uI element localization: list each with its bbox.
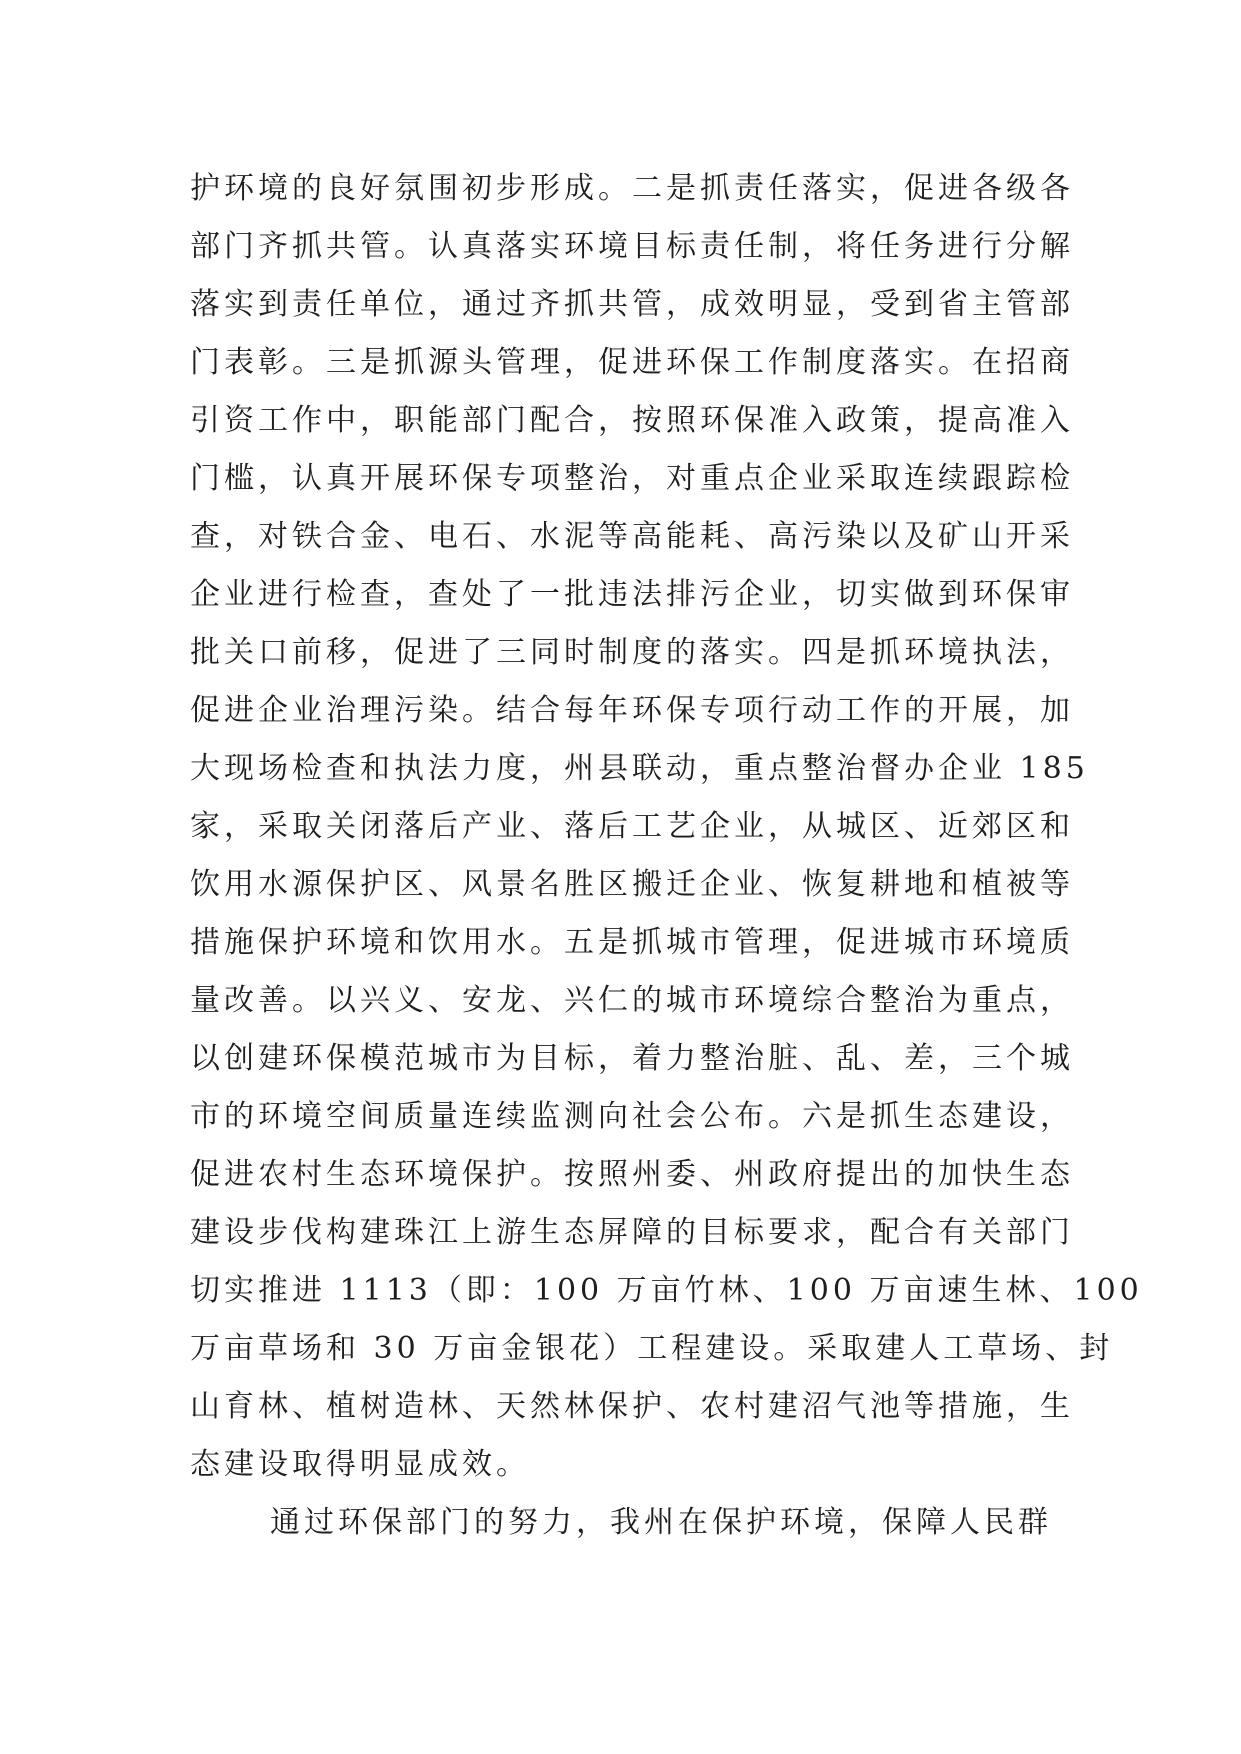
text-line: 饮用水源保护区、风景名胜区搬迁企业、恢复耕地和植被等 [190,867,1074,902]
text-line: 切实推进 1113（即：100 万亩竹林、100 万亩速生林、100 [190,1273,1143,1308]
text-line: 态建设取得明显成效。 [190,1447,530,1482]
text-line: 山育林、植树造林、天然林保护、农村建沼气池等措施，生 [190,1389,1074,1424]
text-line: 大现场检查和执法力度，州县联动，重点整治督办企业 185 [190,751,1089,786]
paragraph-first-line: 通过环保部门的努力，我州在保护环境，保障人民群 [270,1505,1052,1540]
body-text [190,160,1143,1552]
text-line: 万亩草场和 30 万亩金银花）工程建设。采取建人工草场、封 [190,1331,1114,1366]
text-line: 门槛，认真开展环保专项整治，对重点企业采取连续跟踪检 [190,461,1074,496]
text-line: 引资工作中，职能部门配合，按照环保准入政策，提高准入 [190,403,1074,438]
text-line: 企业进行检查，查处了一批违法排污企业，切实做到环保审 [190,577,1074,612]
text-line: 促进企业治理污染。结合每年环保专项行动工作的开展，加 [190,693,1074,728]
text-line: 批关口前移，促进了三同时制度的落实。四是抓环境执法， [190,635,1074,670]
text-line: 查，对铁合金、电石、水泥等高能耗、高污染以及矿山开采 [190,519,1074,554]
text-line: 建设步伐构建珠江上游生态屏障的目标要求，配合有关部门 [190,1215,1074,1250]
text-line: 促进农村生态环境保护。按照州委、州政府提出的加快生态 [190,1157,1074,1192]
text-line: 以创建环保模范城市为目标，着力整治脏、乱、差，三个城 [190,1041,1074,1076]
text-line: 部门齐抓共管。认真落实环境目标责任制，将任务进行分解 [190,229,1074,264]
text-line: 家，采取关闭落后产业、落后工艺企业，从城区、近郊区和 [190,809,1074,844]
text-line: 措施保护环境和饮用水。五是抓城市管理，促进城市环境质 [190,925,1074,960]
text-line: 市的环境空间质量连续监测向社会公布。六是抓生态建设， [190,1099,1074,1134]
text-line: 门表彰。三是抓源头管理，促进环保工作制度落实。在招商 [190,345,1074,380]
text-line: 落实到责任单位，通过齐抓共管，成效明显，受到省主管部 [190,287,1074,322]
text-line: 护环境的良好氛围初步形成。二是抓责任落实，促进各级各 [190,171,1074,206]
text-line: 量改善。以兴义、安龙、兴仁的城市环境综合整治为重点， [190,983,1074,1018]
